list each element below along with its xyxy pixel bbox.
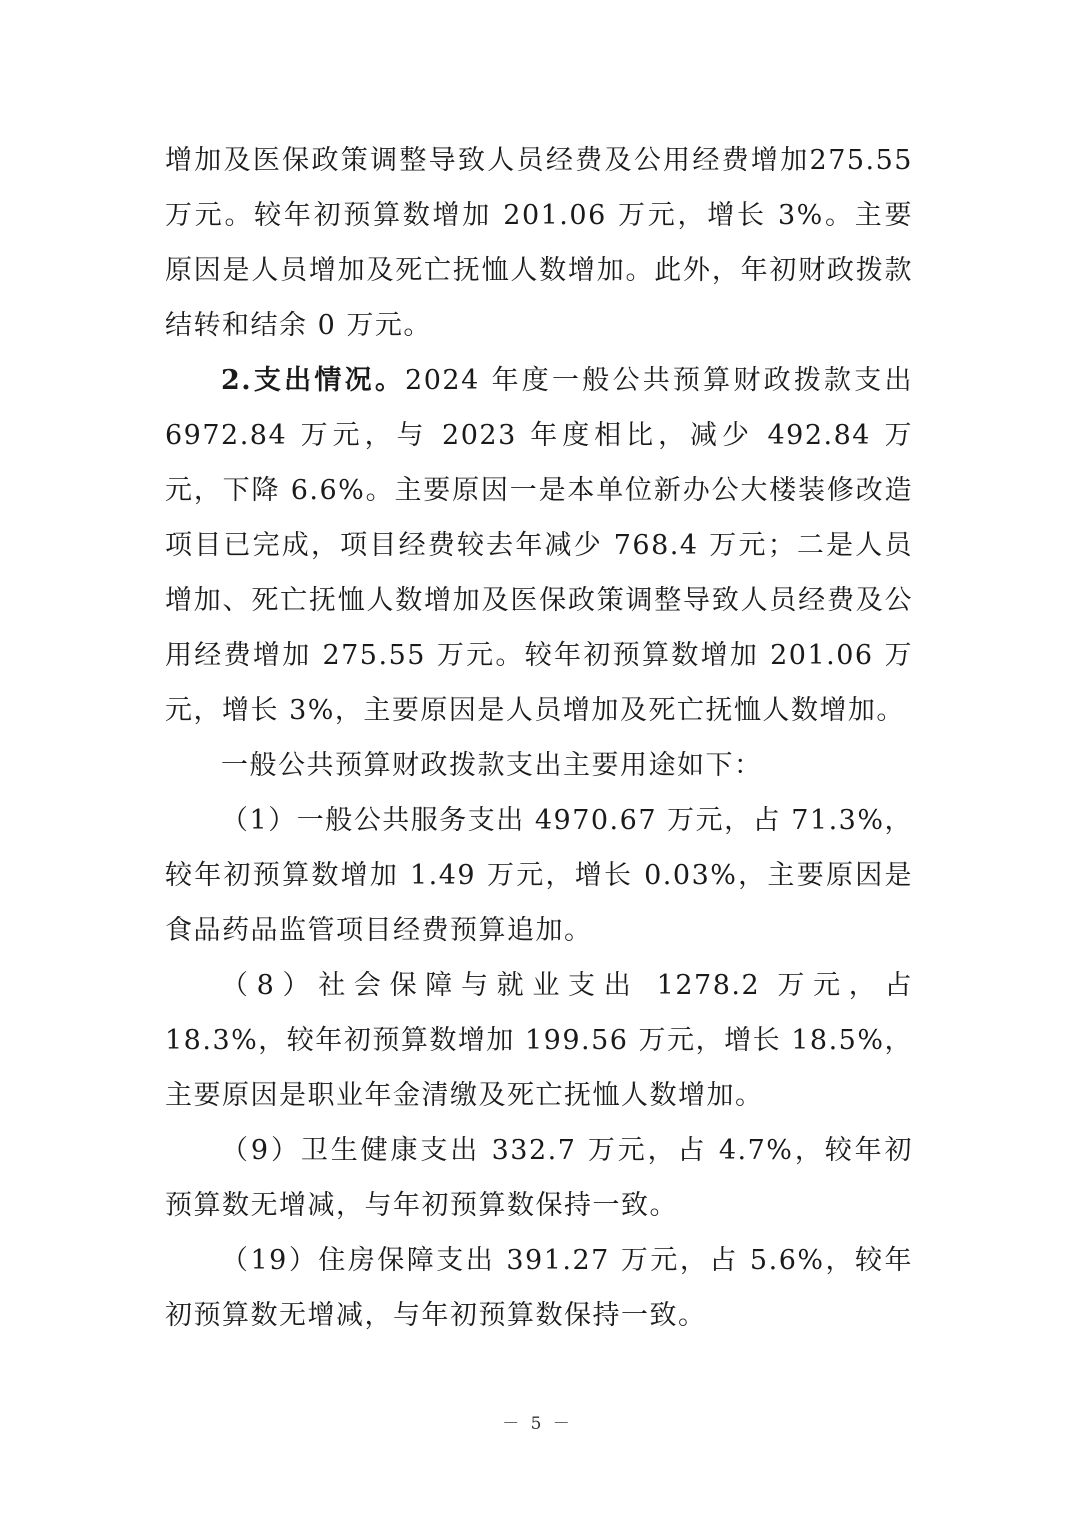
paragraph-text: （8）社会保障与就业支出 1278.2 万元，占 18.3%，较年初预算数增加 199.56 万元，增长 18.5%，主要原因是职业年金清缴及死亡抚恤人数增加。 bbox=[165, 970, 913, 1111]
paragraph-item-1 bbox=[165, 793, 913, 958]
paragraph-text: （19）住房保障支出 391.27 万元，占 5.6%，较年初预算数无增减，与年初预算数保持一致。 bbox=[165, 1245, 913, 1331]
paragraph-text: （1）一般公共服务支出 4970.67 万元，占 71.3%，较年初预算数增加 1.49 万元，增长 0.03%，主要原因是食品药品监管项目经费预算追加。 bbox=[165, 805, 913, 946]
section-heading: 2.支出情况。 bbox=[221, 365, 406, 396]
paragraph-item-19 bbox=[165, 1233, 913, 1343]
paragraph-income-continued bbox=[165, 133, 913, 353]
paragraph-text: （9）卫生健康支出 332.7 万元，占 4.7%，较年初预算数无增减，与年初预算数保持一致。 bbox=[165, 1135, 913, 1221]
paragraph-text: 增加及医保政策调整导致人员经费及公用经费增加275.55万元。较年初预算数增加 201.06 万元，增长 3%。主要原因是人员增加及死亡抚恤人数增加。此外，年初财政拨款结转和结余 0 万元。 bbox=[165, 145, 913, 341]
paragraph-item-9 bbox=[165, 1123, 913, 1233]
paragraph-text: 2024 年度一般公共预算财政拨款支出 6972.84 万元，与 2023 年度相比，减少 492.84 万元，下降 6.6%。主要原因一是本单位新办公大楼装修改造项目已完成，项目经费较去年减少 768.4 万元；二是人员增加、死亡抚恤人数增加及医保政策调整导致人员经费及公用经费增加 275.55 万元。较年初预算数增加 201.06 万元，增长 3%，主要原因是人员增加及死亡抚恤人数增加。 bbox=[165, 365, 914, 726]
paragraph-expenditure-overview bbox=[165, 353, 913, 738]
paragraph-item-8 bbox=[165, 958, 913, 1123]
paragraph-text: 一般公共预算财政拨款支出主要用途如下： bbox=[221, 750, 763, 781]
page-number: － 5 － bbox=[502, 1414, 573, 1434]
document-page bbox=[165, 133, 913, 1343]
paragraph-usage-intro bbox=[165, 738, 913, 793]
